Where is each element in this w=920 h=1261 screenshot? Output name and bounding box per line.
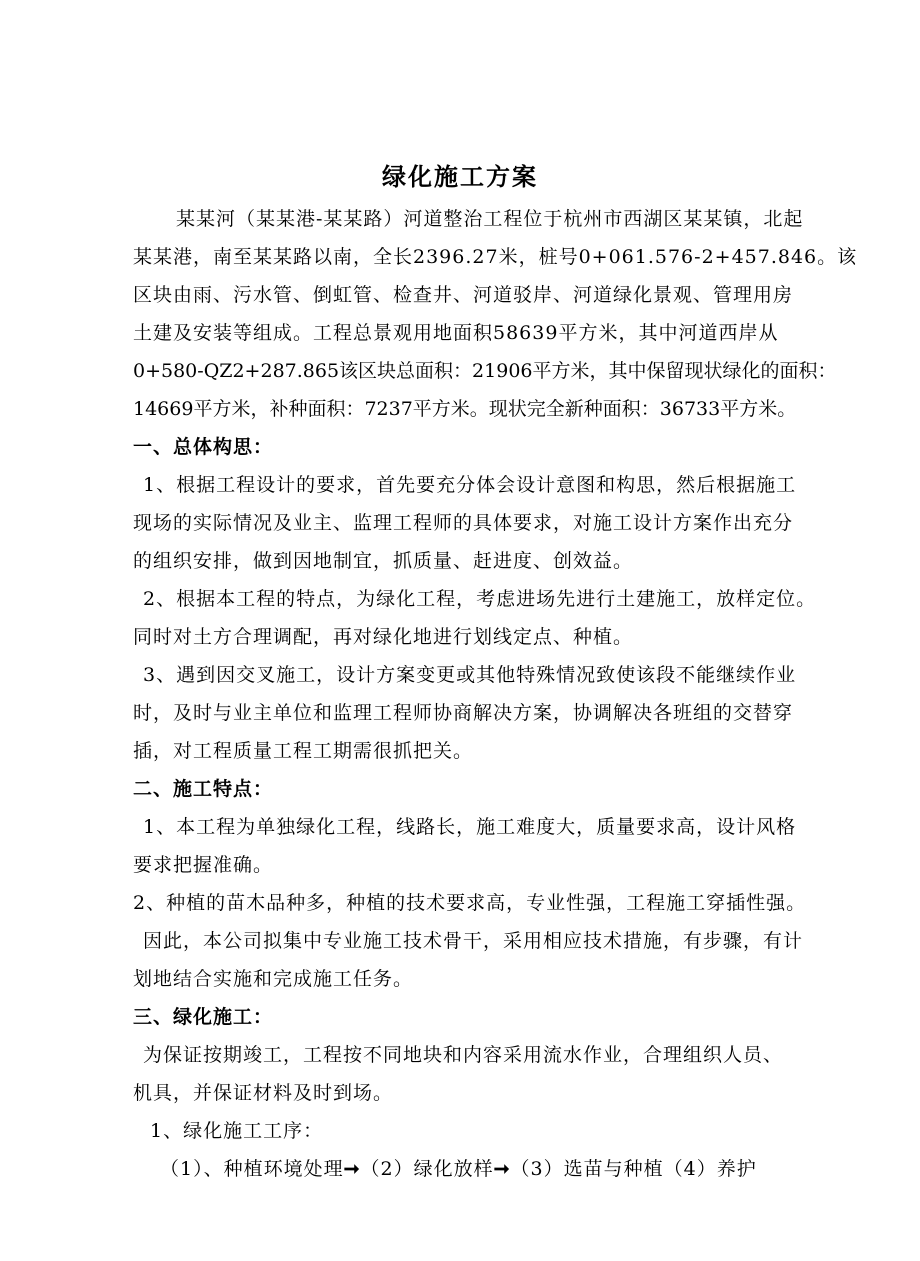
- section3-line-2: 机具，并保证材料及时到场。: [133, 1082, 394, 1104]
- section3-line-1: 为保证按期竣工，工程按不同地块和内容采用流水作业，合理组织人员、: [143, 1044, 784, 1066]
- procedure-step-1: （1）、种植环境处理: [160, 1158, 344, 1180]
- section-heading-overall-concept: 一、总体构思：: [133, 436, 274, 458]
- section-heading-greening-construction: 三、绿化施工：: [133, 1006, 274, 1028]
- intro-line-3: 区块由雨、污水管、倒虹管、检查井、河道驳岸、河道绿化景观、管理用房: [133, 284, 794, 306]
- procedure-step-2: （2）绿化放样: [360, 1158, 494, 1180]
- section2-line-4: 因此，本公司拟集中专业施工技术骨干，采用相应技术措施，有步骤，有计: [143, 930, 804, 952]
- procedure-step-3: （3）选苗与种植（4）养护: [510, 1158, 757, 1180]
- arrow-right-icon: ➞: [493, 1158, 511, 1180]
- section1-line-5: 同时对土方合理调配，再对绿化地进行划线定点、种植。: [133, 626, 634, 648]
- intro-line-4: 土建及安装等组成。工程总景观用地面积58639平方米，其中河道西岸从: [133, 322, 779, 344]
- section2-line-1: 1、本工程为单独绿化工程，线路长，施工难度大，质量要求高，设计风格: [143, 816, 797, 838]
- intro-line-2: 某某港，南至某某路以南，全长2396.27米，桩号0+061.576-2+457.846。该: [133, 246, 858, 268]
- section1-line-1: 1、根据工程设计的要求，首先要充分体会设计意图和构思，然后根据施工: [143, 474, 797, 496]
- section1-line-2: 现场的实际情况及业主、监理工程师的具体要求，对施工设计方案作出充分: [133, 512, 794, 534]
- section1-line-4: 2、根据本工程的特点，为绿化工程，考虑进场先进行土建施工，放样定位。: [143, 588, 817, 610]
- arrow-right-icon: ➞: [343, 1158, 361, 1180]
- procedure-flow: [0, 1150, 920, 1188]
- section3-line-3: 1、绿化施工工序：: [150, 1120, 324, 1142]
- section2-line-3: 2、种植的苗木品种多，种植的技术要求高，专业性强，工程施工穿插性强。: [133, 892, 807, 914]
- intro-line-1: 某某河（某某港-某某路）河道整治工程位于杭州市西湖区某某镇，北起: [176, 208, 804, 230]
- section2-line-2: 要求把握准确。: [133, 854, 274, 876]
- intro-line-5: 0+580-QZ2+287.865该区块总面积：21906平方米，其中保留现状绿化的面积：: [133, 360, 837, 382]
- section1-line-6: 3、遇到因交叉施工，设计方案变更或其他特殊情况致使该段不能继续作业: [143, 664, 797, 686]
- section1-line-3: 的组织安排，做到因地制宜，抓质量、赶进度、创效益。: [133, 550, 634, 572]
- section1-line-8: 插，对工程质量工程工期需很抓把关。: [133, 740, 474, 762]
- section2-line-5: 划地结合实施和完成施工任务。: [133, 968, 414, 990]
- document-title: 绿化施工方案: [382, 162, 538, 191]
- section-heading-construction-features: 二、施工特点：: [133, 778, 274, 800]
- intro-line-6: 14669平方米，补种面积：7237平方米。现状完全新种面积：36733平方米。: [133, 398, 797, 420]
- section1-line-7: 时，及时与业主单位和监理工程师协商解决方案，协调解决各班组的交替穿: [133, 702, 794, 724]
